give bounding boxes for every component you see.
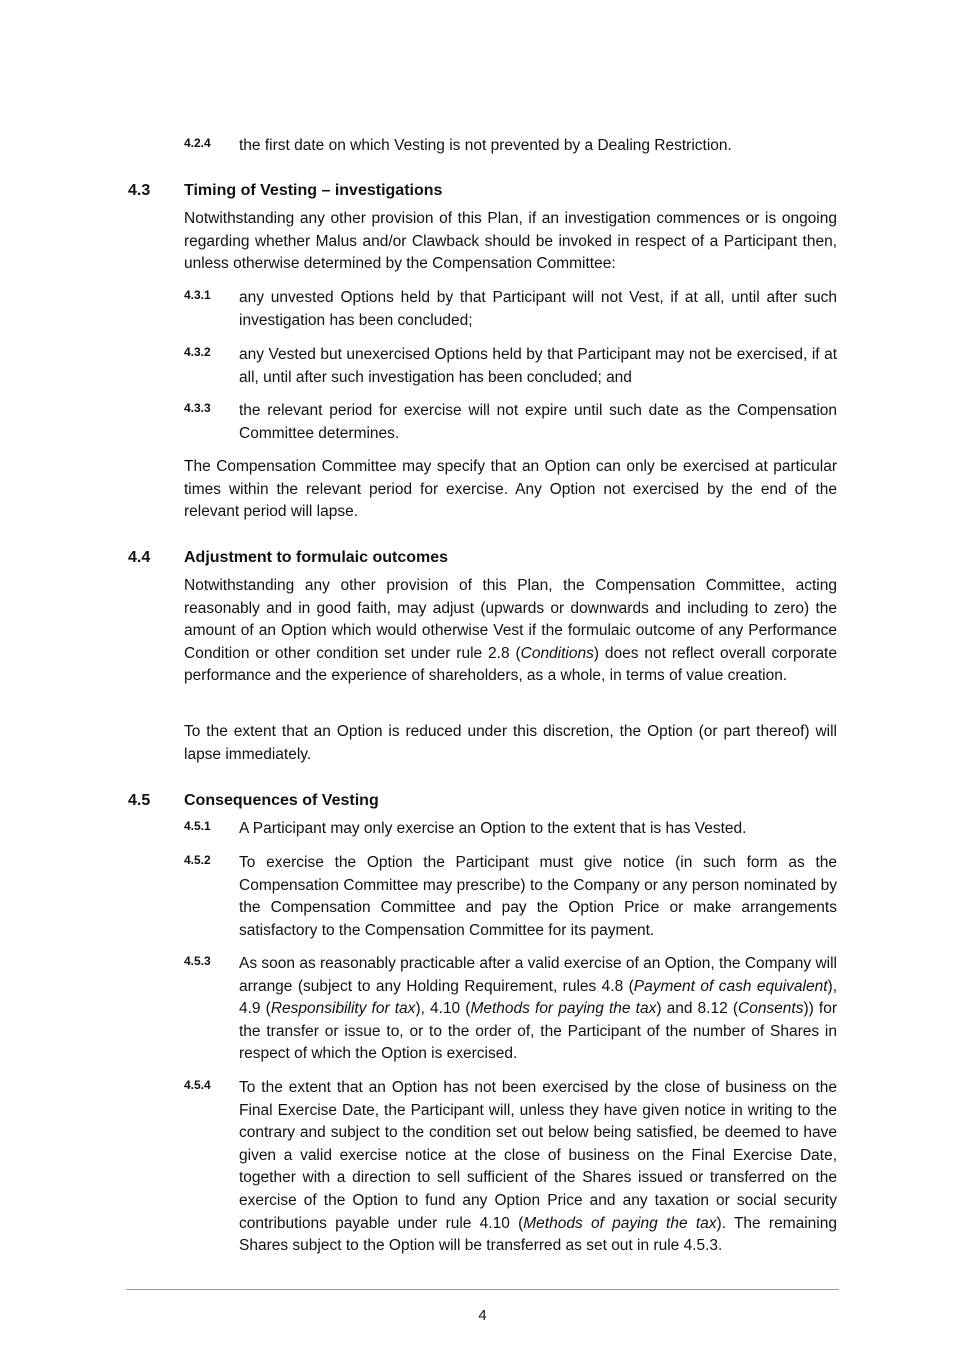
section-heading-4-3 [128,180,442,202]
clause-4-5-2 [184,852,837,942]
section-heading-4-4 [128,547,448,569]
section-number: 4.4 [128,549,151,566]
clause-4-5-3 [184,953,837,1066]
clause-4-5-1 [184,818,837,841]
clause-number: 4.3.1 [184,288,211,302]
clause-text: To the extent that an Option has not been exercised by the close of business on the Final Exercise Date, the Participant will, unless they have given notice in writing to the contrary and subject to the condition set out below being satisfied, be deemed to have given a valid exercise notice at the close of business on the Final Exercise Date, together with a direction to sell sufficient of the Shares issued or transferred on the exercise of the Option to fund any Option Price and any taxation or social security contributions payable under rule 4.10 (Methods of paying the tax). The remaining Shares subject to the Option will be transferred as set out in rule 4.5.3. [239,1079,837,1255]
page-number: 4 [478,1307,487,1324]
clause-text: any unvested Options held by that Participant will not Vest, if at all, until after such investigation has been concluded; [239,289,837,329]
clause-number: 4.5.1 [184,819,211,833]
clause-4-3-2 [184,344,837,389]
clause-number: 4.5.2 [184,853,211,867]
clause-text: the relevant period for exercise will not expire until such date as the Compensation Committee determines. [239,402,837,442]
paragraph-4-4-main: Notwithstanding any other provision of this Plan, the Compensation Committee, acting reasonably and in good faith, may adjust (upwards or downwards and including to zero) the amount of an Option which would otherwise Vest if the formulaic outcome of any Performance Condition or other condition set under rule 2.8 (Conditions) does not reflect overall corporate performance and the experience of shareholders, as a whole, in terms of value creation. [184,577,837,685]
clause-4-3-3 [184,400,837,445]
clause-text: To exercise the Option the Participant must give notice (in such form as the Compensation Committee may prescribe) to the Company or any person nominated by the Compensation Committee and pay the Option Price or make arrangements satisfactory to the Compensation Committee for its payment. [239,854,837,939]
clause-4-5-4 [184,1077,837,1258]
section-heading-4-5 [128,790,379,812]
clause-text: A Participant may only exercise an Option to the extent that is has Vested. [239,820,747,837]
clause-4-2-4 [184,135,837,158]
clause-number: 4.5.4 [184,1078,211,1092]
section-title: Consequences of Vesting [184,792,379,809]
section-title: Timing of Vesting – investigations [184,182,443,199]
clause-number: 4.2.4 [184,136,211,150]
paragraph-4-4-lapse: To the extent that an Option is reduced under this discretion, the Option (or part thereof) will lapse immediately. [184,723,837,763]
clause-text: the first date on which Vesting is not prevented by a Dealing Restriction. [239,137,732,154]
section-title: Adjustment to formulaic outcomes [184,549,449,566]
section-number: 4.3 [128,182,151,199]
section-number: 4.5 [128,792,151,809]
clause-number: 4.3.3 [184,401,211,415]
clause-number: 4.3.2 [184,345,211,359]
footer-divider [126,1289,839,1290]
clause-text: As soon as reasonably practicable after a valid exercise of an Option, the Company will arrange (subject to any Holding Requirement, rules 4.8 (Payment of cash equivalent), 4.9 (Responsibility for tax), 4.10 (Methods for paying the tax) and 8.12 (Consents)) for the transfer or issue to, or to the order of, the Participant of the number of Shares in respect of which the Option is exercised. [239,955,838,1063]
clause-number: 4.5.3 [184,954,211,968]
paragraph-4-3-closing: The Compensation Committee may specify that an Option can only be exercised at particular times within the relevant period for exercise. Any Option not exercised by the end of the relevant period will lapse. [184,458,837,521]
clause-4-3-1 [184,287,837,332]
paragraph-4-3-intro: Notwithstanding any other provision of this Plan, if an investigation commences or is ongoing regarding whether Malus and/or Clawback should be invoked in respect of a Participant then, unless otherwise determined by the Compensation Committee: [184,210,837,273]
clause-text: any Vested but unexercised Options held by that Participant may not be exercised, if at all, until after such investigation has been concluded; and [239,346,837,386]
